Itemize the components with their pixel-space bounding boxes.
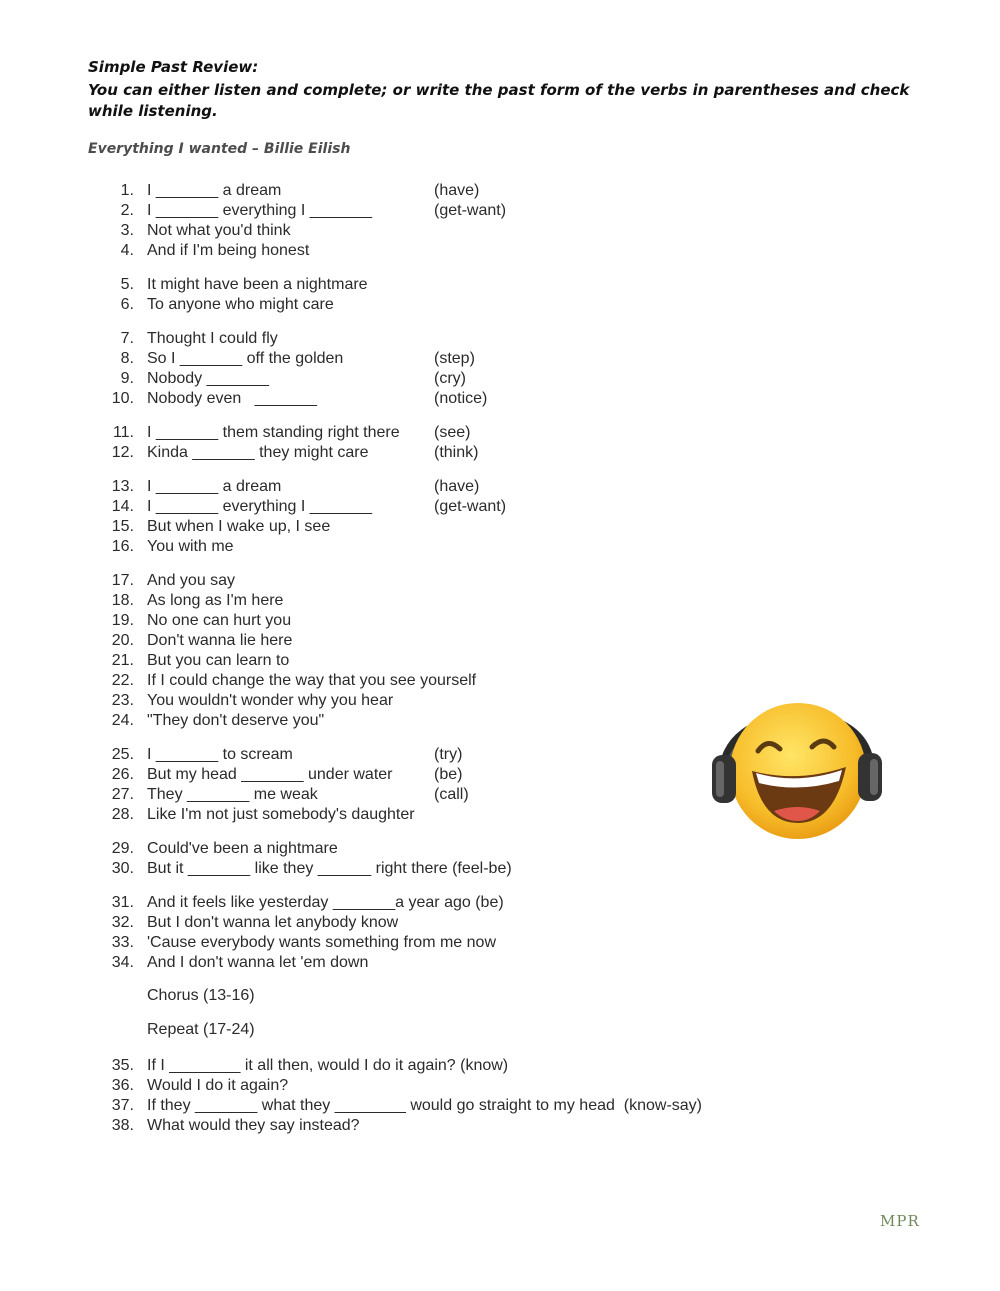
line-number: 29. — [111, 840, 134, 857]
verb-hint: (step) — [434, 350, 475, 367]
line-number: 17. — [111, 572, 134, 589]
lyric-line — [0, 390, 1000, 410]
verb-hint: (see) — [434, 424, 471, 441]
line-text: They _______ me weak — [147, 786, 318, 803]
line-number: 27. — [111, 786, 134, 803]
author-signature: MPR — [880, 1212, 920, 1230]
line-number: 22. — [111, 672, 134, 689]
line-text: I _______ to scream — [147, 746, 293, 763]
line-number: 15. — [111, 518, 134, 535]
line-number: 18. — [111, 592, 134, 609]
line-number: 19. — [111, 612, 134, 629]
worksheet-instructions: You can either listen and complete; or write the past form of the verbs in parentheses and check while listening. — [88, 81, 910, 120]
lyric-line — [0, 222, 1000, 242]
line-text: Would I do it again? — [147, 1077, 289, 1094]
line-number: 26. — [111, 766, 134, 783]
line-number: 32. — [111, 914, 134, 931]
line-text: But when I wake up, I see — [147, 518, 331, 535]
line-text: But you can learn to — [147, 652, 290, 669]
line-text: I _______ a dream — [147, 182, 282, 199]
line-text: Like I'm not just somebody's daughter — [147, 806, 415, 823]
line-number: 21. — [111, 652, 134, 669]
lyric-line — [0, 894, 1000, 914]
line-number: 11. — [112, 424, 134, 441]
line-text: 'Cause everybody wants something from me now — [147, 934, 496, 951]
line-number: 9. — [120, 370, 134, 387]
verb-hint: (call) — [434, 786, 469, 803]
line-number: 38. — [111, 1117, 134, 1134]
line-text: "They don't deserve you" — [147, 712, 325, 729]
song-title: Everything I wanted – Billie Eilish — [88, 141, 351, 157]
verb-hint: (notice) — [434, 390, 488, 407]
lyric-line — [0, 242, 1000, 262]
lyric-line — [0, 498, 1000, 518]
lyric-line — [0, 840, 1000, 860]
line-number: 35. — [111, 1057, 134, 1074]
line-text: It might have been a nightmare — [147, 276, 368, 293]
lyric-line — [0, 572, 1000, 592]
line-text: I _______ everything I _______ — [147, 202, 373, 219]
line-number: 4. — [120, 242, 134, 259]
lyric-line — [0, 934, 1000, 954]
line-text: Nobody even _______ — [147, 390, 317, 407]
line-number: 10. — [111, 390, 134, 407]
lyric-line — [0, 1117, 1000, 1137]
line-number: 13. — [111, 478, 134, 495]
lyric-line — [0, 330, 1000, 350]
repeat-note: Repeat (17-24) — [147, 1021, 255, 1038]
line-number: 2. — [120, 202, 134, 219]
line-number: 12. — [111, 444, 134, 461]
line-text: To anyone who might care — [147, 296, 334, 313]
lyric-line — [0, 424, 1000, 444]
line-text: But it _______ like they ______ right there (feel-be) — [147, 860, 512, 877]
line-text: And you say — [147, 572, 236, 589]
line-text: You wouldn't wonder why you hear — [147, 692, 394, 709]
line-number: 25. — [111, 746, 134, 763]
line-text: So I _______ off the golden — [147, 350, 344, 367]
line-text: Not what you'd think — [147, 222, 291, 239]
line-number: 28. — [111, 806, 134, 823]
line-text: If I ________ it all then, would I do it again? (know) — [147, 1057, 509, 1074]
line-text: As long as I'm here — [147, 592, 284, 609]
headphones-grinning-face-icon — [706, 683, 886, 843]
line-text: Kinda _______ they might care — [147, 444, 369, 461]
line-text: If they _______ what they ________ would go straight to my head (know-say) — [147, 1097, 703, 1114]
line-number: 14. — [111, 498, 134, 515]
line-number: 20. — [111, 632, 134, 649]
verb-hint: (think) — [434, 444, 479, 461]
lyric-line — [0, 612, 1000, 632]
line-number: 6. — [120, 296, 134, 313]
lyric-line — [0, 296, 1000, 316]
line-text: If I could change the way that you see yourself — [147, 672, 477, 689]
line-number: 1. — [120, 182, 134, 199]
lyric-line — [0, 860, 1000, 880]
line-number: 16. — [111, 538, 134, 555]
line-text: But my head _______ under water — [147, 766, 393, 783]
line-text: Could've been a nightmare — [147, 840, 338, 857]
lyric-line — [0, 538, 1000, 558]
line-number: 37. — [111, 1097, 134, 1114]
line-text: Thought I could fly — [147, 330, 278, 347]
line-text: And it feels like yesterday _______a year ago (be) — [147, 894, 504, 911]
line-text: And I don't wanna let 'em down — [147, 954, 369, 971]
line-number: 7. — [120, 330, 134, 347]
lyric-line — [0, 518, 1000, 538]
lyric-line — [0, 914, 1000, 934]
line-number: 34. — [111, 954, 134, 971]
lyric-line — [0, 202, 1000, 222]
line-text: I _______ a dream — [147, 478, 282, 495]
line-number: 31. — [111, 894, 134, 911]
line-number: 23. — [111, 692, 134, 709]
verb-hint: (try) — [434, 746, 463, 763]
lyric-line — [0, 652, 1000, 672]
lyric-line — [0, 350, 1000, 370]
verb-hint: (be) — [434, 766, 463, 783]
line-text: What would they say instead? — [147, 1117, 360, 1134]
lyric-line — [0, 592, 1000, 612]
verb-hint: (get-want) — [434, 498, 507, 515]
line-text: Nobody _______ — [147, 370, 269, 387]
lyric-line — [0, 1097, 1000, 1117]
lyric-line — [0, 1077, 1000, 1097]
line-text: I _______ them standing right there — [147, 424, 400, 441]
verb-hint: (cry) — [434, 370, 466, 387]
line-text: Don't wanna lie here — [147, 632, 293, 649]
line-number: 5. — [120, 276, 134, 293]
verb-hint: (get-want) — [434, 202, 507, 219]
line-text: But I don't wanna let anybody know — [147, 914, 399, 931]
lyric-line — [0, 182, 1000, 202]
lyric-line — [0, 1057, 1000, 1077]
line-text: I _______ everything I _______ — [147, 498, 373, 515]
lyric-line — [0, 444, 1000, 464]
line-number: 33. — [111, 934, 134, 951]
lyric-line — [0, 276, 1000, 296]
line-number: 24. — [111, 712, 134, 729]
line-number: 36. — [111, 1077, 134, 1094]
chorus-note: Chorus (13-16) — [147, 987, 255, 1004]
line-number: 8. — [120, 350, 134, 367]
lyric-line — [0, 954, 1000, 974]
line-number: 3. — [120, 222, 134, 239]
lyric-line — [0, 632, 1000, 652]
lyric-line — [0, 478, 1000, 498]
worksheet-title: Simple Past Review: — [88, 58, 259, 76]
line-text: You with me — [147, 538, 234, 555]
lyric-line — [0, 370, 1000, 390]
line-text: And if I'm being honest — [147, 242, 310, 259]
verb-hint: (have) — [434, 478, 480, 495]
verb-hint: (have) — [434, 182, 480, 199]
line-number: 30. — [111, 860, 134, 877]
line-text: No one can hurt you — [147, 612, 292, 629]
